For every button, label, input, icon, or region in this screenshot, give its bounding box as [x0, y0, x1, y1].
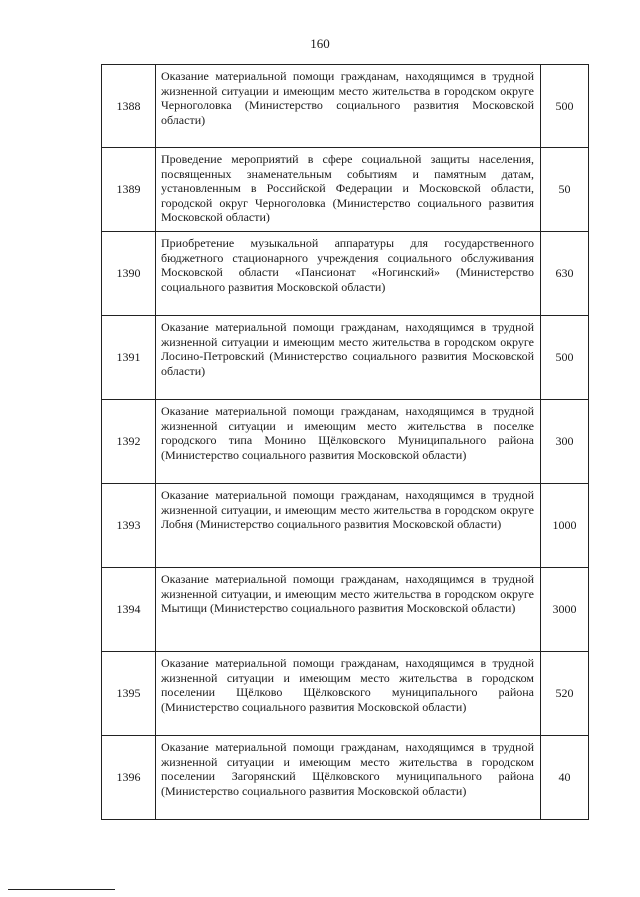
row-number: 1394 — [102, 568, 156, 652]
row-amount: 500 — [541, 65, 589, 148]
row-number: 1389 — [102, 148, 156, 232]
row-number: 1390 — [102, 232, 156, 316]
table-row — [102, 484, 589, 568]
row-description: Оказание материальной помощи гражданам, находящимся в трудной жизненной ситуации и имеющим место жительства в городском поселении Щёлково Щёлковского муниципального района (Министерство социального развития Московской области) — [156, 652, 541, 736]
row-description: Оказание материальной помощи гражданам, находящимся в трудной жизненной ситуации, и имеющим место жительства в городском округе Мытищи (Министерство социального развития Московской области) — [156, 568, 541, 652]
table-row — [102, 65, 589, 148]
table-row — [102, 568, 589, 652]
row-amount: 50 — [541, 148, 589, 232]
table-row — [102, 232, 589, 316]
row-amount: 630 — [541, 232, 589, 316]
row-amount: 500 — [541, 316, 589, 400]
table-row — [102, 316, 589, 400]
page-number: 160 — [310, 36, 330, 51]
row-amount: 1000 — [541, 484, 589, 568]
table-row — [102, 736, 589, 820]
row-description: Оказание материальной помощи гражданам, находящимся в трудной жизненной ситуации и имеющим место жительства в городском округе Черноголовка (Министерство социального развития Московской области) — [156, 65, 541, 148]
row-number: 1388 — [102, 65, 156, 148]
row-number: 1395 — [102, 652, 156, 736]
row-number: 1391 — [102, 316, 156, 400]
row-number: 1393 — [102, 484, 156, 568]
row-amount: 40 — [541, 736, 589, 820]
row-description: Оказание материальной помощи гражданам, находящимся в трудной жизненной ситуации и имеющим место жительства в городском округе Лосино-Петровский (Министерство социального развития Московской области) — [156, 316, 541, 400]
row-amount: 300 — [541, 400, 589, 484]
table-row — [102, 148, 589, 232]
row-description: Приобретение музыкальной аппаратуры для государственного бюджетного стационарного учреждения социального обслуживания Московской области «Пансионат «Ногинский» (Министерство социального развития Московской области) — [156, 232, 541, 316]
row-description: Оказание материальной помощи гражданам, находящимся в трудной жизненной ситуации, и имеющим место жительства в городском округе Лобня (Министерство социального развития Московской области) — [156, 484, 541, 568]
row-number: 1392 — [102, 400, 156, 484]
grants-table — [101, 64, 589, 820]
row-description: Проведение мероприятий в сфере социальной защиты населения, посвященных знаменательным событиям и памятным датам, установленным в Российской Федерации и Московской области, городской округ Черноголовка (Министерство социального развития Московской области) — [156, 148, 541, 232]
footnote-divider — [8, 889, 115, 890]
row-description: Оказание материальной помощи гражданам, находящимся в трудной жизненной ситуации и имеющим место жительства в городском поселении Загорянский Щёлковского муниципального района (Министерство социального развития Московской области) — [156, 736, 541, 820]
row-amount: 3000 — [541, 568, 589, 652]
row-number: 1396 — [102, 736, 156, 820]
row-amount: 520 — [541, 652, 589, 736]
row-description: Оказание материальной помощи гражданам, находящимся в трудной жизненной ситуации и имеющим место жительства в поселке городского типа Монино Щёлковского Муниципального района (Министерство социального развития Московской области) — [156, 400, 541, 484]
table-row — [102, 652, 589, 736]
table-row — [102, 400, 589, 484]
